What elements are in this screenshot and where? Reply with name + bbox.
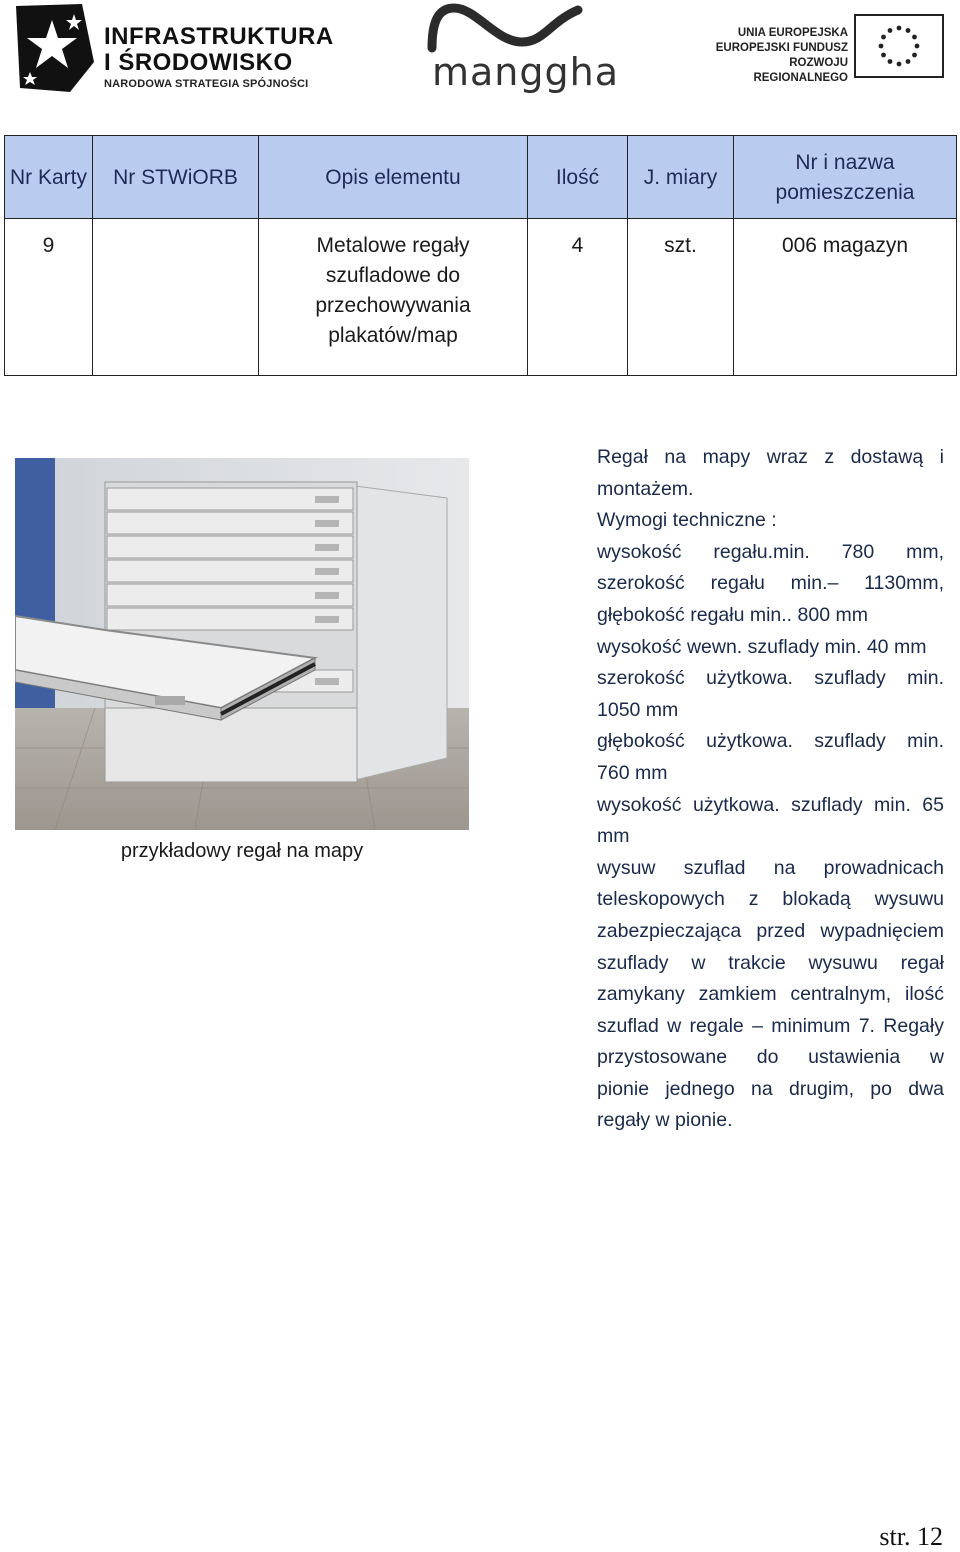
header-opis: Opis elementu — [259, 136, 528, 219]
desc-line: teleskopowych z blokadą wysuwu — [597, 888, 944, 911]
desc-line: mm — [597, 825, 630, 848]
desc-line: regały w pionie. — [597, 1109, 733, 1132]
desc-line: przystosowane do ustawienia w — [597, 1046, 944, 1069]
desc-line: 760 mm — [597, 761, 668, 784]
cabinet-photo — [15, 458, 469, 830]
header-nr-stwiorb: Nr STWiORB — [93, 136, 259, 219]
cell-jm: szt. — [628, 219, 734, 376]
header-ilosc: Ilość — [528, 136, 628, 219]
desc-line: szuflad w regale – minimum 7. Regały — [597, 1014, 944, 1037]
eu-text-line1: UNIA EUROPEJSKA — [737, 27, 848, 39]
manggha-wave-icon — [426, 2, 586, 54]
eu-text — [700, 26, 848, 86]
cell-ilosc: 4 — [528, 219, 628, 376]
eu-logo — [698, 14, 948, 84]
manggha-logo — [420, 0, 619, 100]
desc-line: szerokość użytkowa. szuflady min. — [597, 667, 944, 690]
infra-title — [104, 24, 334, 76]
image-caption: przykładowy regał na mapy — [120, 840, 364, 862]
infra-title-line2: I ŚRODOWISKO — [104, 49, 293, 76]
desc-line: montażem. — [597, 477, 694, 500]
desc-line: Regał na mapy wraz z dostawą i — [597, 446, 944, 468]
page-number: str. 12 — [879, 1522, 943, 1551]
desc-line: wysuw szuflad na prowadnicach — [597, 856, 944, 879]
desc-line: głębokość regału min.. 800 mm — [597, 603, 868, 626]
desc-line: zamykany zamkiem centralnym, ilość — [597, 983, 944, 1006]
header-nr-karty: Nr Karty — [5, 136, 93, 219]
items-table — [4, 135, 957, 376]
desc-line: pionie jednego na drugim, po dwa — [597, 1077, 944, 1100]
desc-line: szerokość regału min.– 1130mm, — [597, 572, 944, 595]
cell-pomieszczenie: 006 magazyn — [734, 219, 957, 376]
infra-title-line1: INFRASTRUKTURA — [104, 23, 334, 50]
table-row — [5, 219, 957, 376]
desc-line: wysokość użytkowa. szuflady min. 65 — [597, 793, 944, 816]
desc-line: wysokość regału.min. 780 mm, — [597, 540, 944, 563]
cell-nr-karty: 9 — [5, 219, 93, 376]
header-jm: J. miary — [628, 136, 734, 219]
cell-nr-stwiorb — [93, 219, 259, 376]
infrastruktura-logo — [12, 2, 334, 97]
desc-line: wysokość wewn. szuflady min. 40 mm — [597, 635, 927, 658]
desc-line: zabezpieczająca przed wypadnięciem — [597, 919, 944, 942]
eu-text-line2: EUROPEJSKI FUNDUSZ — [715, 42, 848, 54]
desc-line: głębokość użytkowa. szuflady min. — [597, 730, 944, 753]
star-emblem-icon — [12, 2, 98, 94]
header-pomieszczenie: Nr i nazwa pomieszczenia — [734, 136, 957, 219]
desc-line: Wymogi techniczne : — [597, 509, 777, 532]
eu-text-line3: ROZWOJU REGIONALNEGO — [753, 57, 848, 84]
eu-flag-icon — [854, 14, 944, 78]
manggha-wordmark: manggha — [432, 50, 619, 94]
cell-opis: Metalowe regały szufladowe do przechowywania plakatów/map — [259, 219, 528, 376]
desc-line: szuflady w trakcie wysuwu regał — [597, 951, 944, 974]
table-header-row — [5, 136, 957, 219]
infra-subtitle: NARODOWA STRATEGIA SPÓJNOŚCI — [104, 78, 309, 90]
technical-description — [597, 442, 944, 1137]
desc-line: 1050 mm — [597, 698, 679, 721]
